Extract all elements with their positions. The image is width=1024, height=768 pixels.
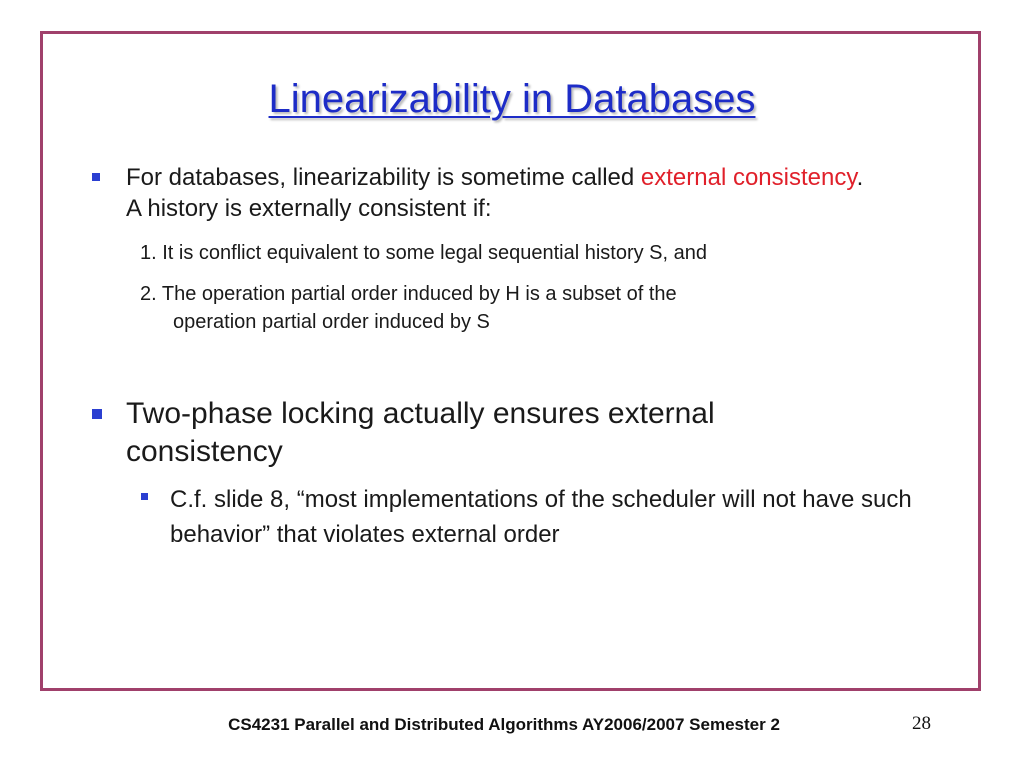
sub-item-1 bbox=[140, 239, 900, 267]
footer-course-text: CS4231 Parallel and Distributed Algorithms AY2006/2007 Semester 2 bbox=[228, 715, 780, 734]
bullet-text-1 bbox=[126, 162, 872, 224]
page-number: 28 bbox=[912, 713, 931, 734]
slide-frame bbox=[40, 31, 981, 691]
highlight-external: external bbox=[640, 164, 727, 191]
highlight-consistency: consistency bbox=[732, 164, 857, 191]
sub-item-2-line-1: 2. The operation partial order induced by H is a subset of the bbox=[140, 283, 677, 305]
bullet-1-text-before: For databases, linearizability is sometime called bbox=[126, 164, 641, 191]
square-bullet-icon bbox=[141, 493, 148, 500]
sub-item-2-line-2: operation partial order induced by S bbox=[173, 311, 490, 333]
bullet-item-2-sub-1 bbox=[141, 482, 921, 552]
square-bullet-icon bbox=[92, 409, 102, 419]
bullet-1-text-after: . A history is externally consistent if: bbox=[126, 164, 864, 222]
bullet-item-1 bbox=[92, 162, 872, 224]
slide-title: Linearizability in Databases bbox=[268, 77, 756, 121]
sub-item-2 bbox=[140, 280, 900, 336]
square-bullet-icon bbox=[92, 173, 100, 181]
sub-item-1-text: 1. It is conflict equivalent to some legal sequential history S, and bbox=[140, 242, 707, 264]
bullet-text-2: Two-phase locking actually ensures external consistency bbox=[126, 397, 715, 468]
bullet-item-2 bbox=[92, 395, 872, 471]
bullet-text-3: C.f. slide 8, “most implementations of the scheduler will not have such behavior” that violates external order bbox=[170, 486, 912, 548]
